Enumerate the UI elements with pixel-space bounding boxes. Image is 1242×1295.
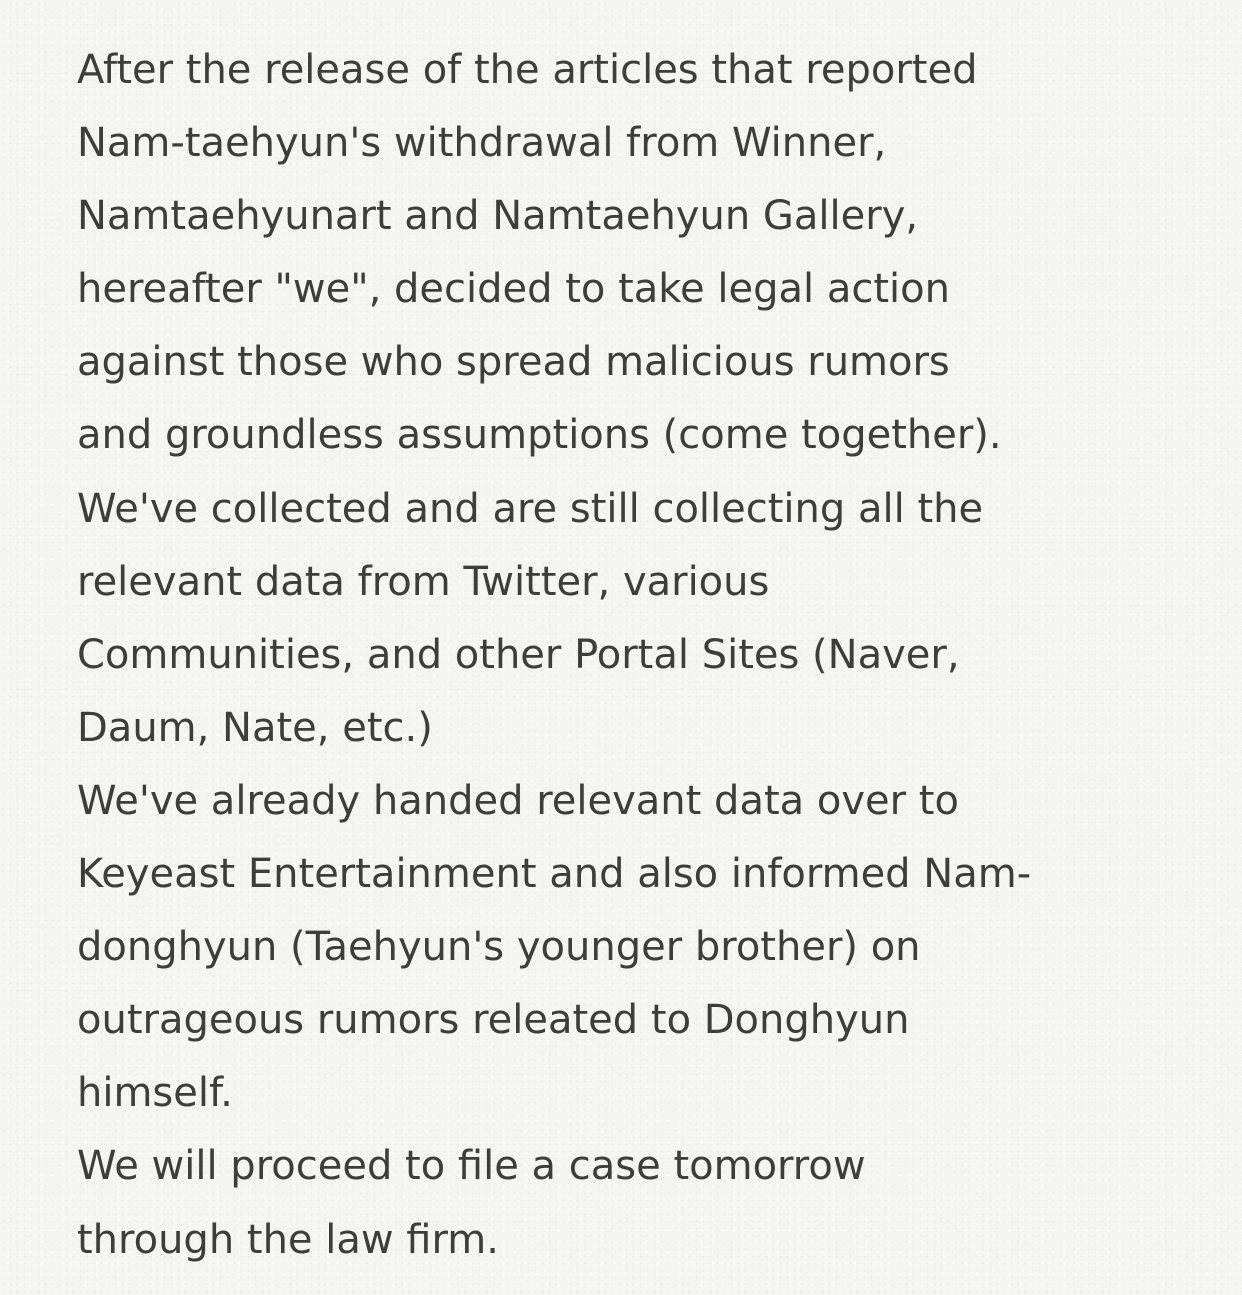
note-line: We've collected and are still collecting all the <box>77 485 984 532</box>
note-line: Nam-taehyun's withdrawal from Winner, <box>77 120 887 167</box>
note-line: Namtaehyunart and Namtaehyun Gallery, <box>77 193 919 240</box>
note-line: himself. <box>77 1070 233 1117</box>
note-line: hereafter "we", decided to take legal action <box>77 266 950 313</box>
note-body <box>77 34 1202 1277</box>
note-line: We will proceed to file a case tomorrow <box>77 1143 866 1190</box>
note-line: outrageous rumors releated to Donghyun <box>77 997 910 1044</box>
note-line: We've already handed relevant data over to <box>77 777 959 824</box>
note-line: through the law firm. <box>77 1216 499 1263</box>
note-line: Daum, Nate, etc.) <box>77 704 433 751</box>
note-line: against those who spread malicious rumors <box>77 339 950 386</box>
note-line: Keyeast Entertainment and also informed Nam- <box>77 851 1032 898</box>
note-line: donghyun (Taehyun's younger brother) on <box>77 924 921 971</box>
note-line: After the release of the articles that reported <box>77 47 978 93</box>
note-line: and groundless assumptions (come together). <box>77 412 1002 459</box>
note-line: Communities, and other Portal Sites (Naver, <box>77 631 960 678</box>
note-line: relevant data from Twitter, various <box>77 558 770 605</box>
